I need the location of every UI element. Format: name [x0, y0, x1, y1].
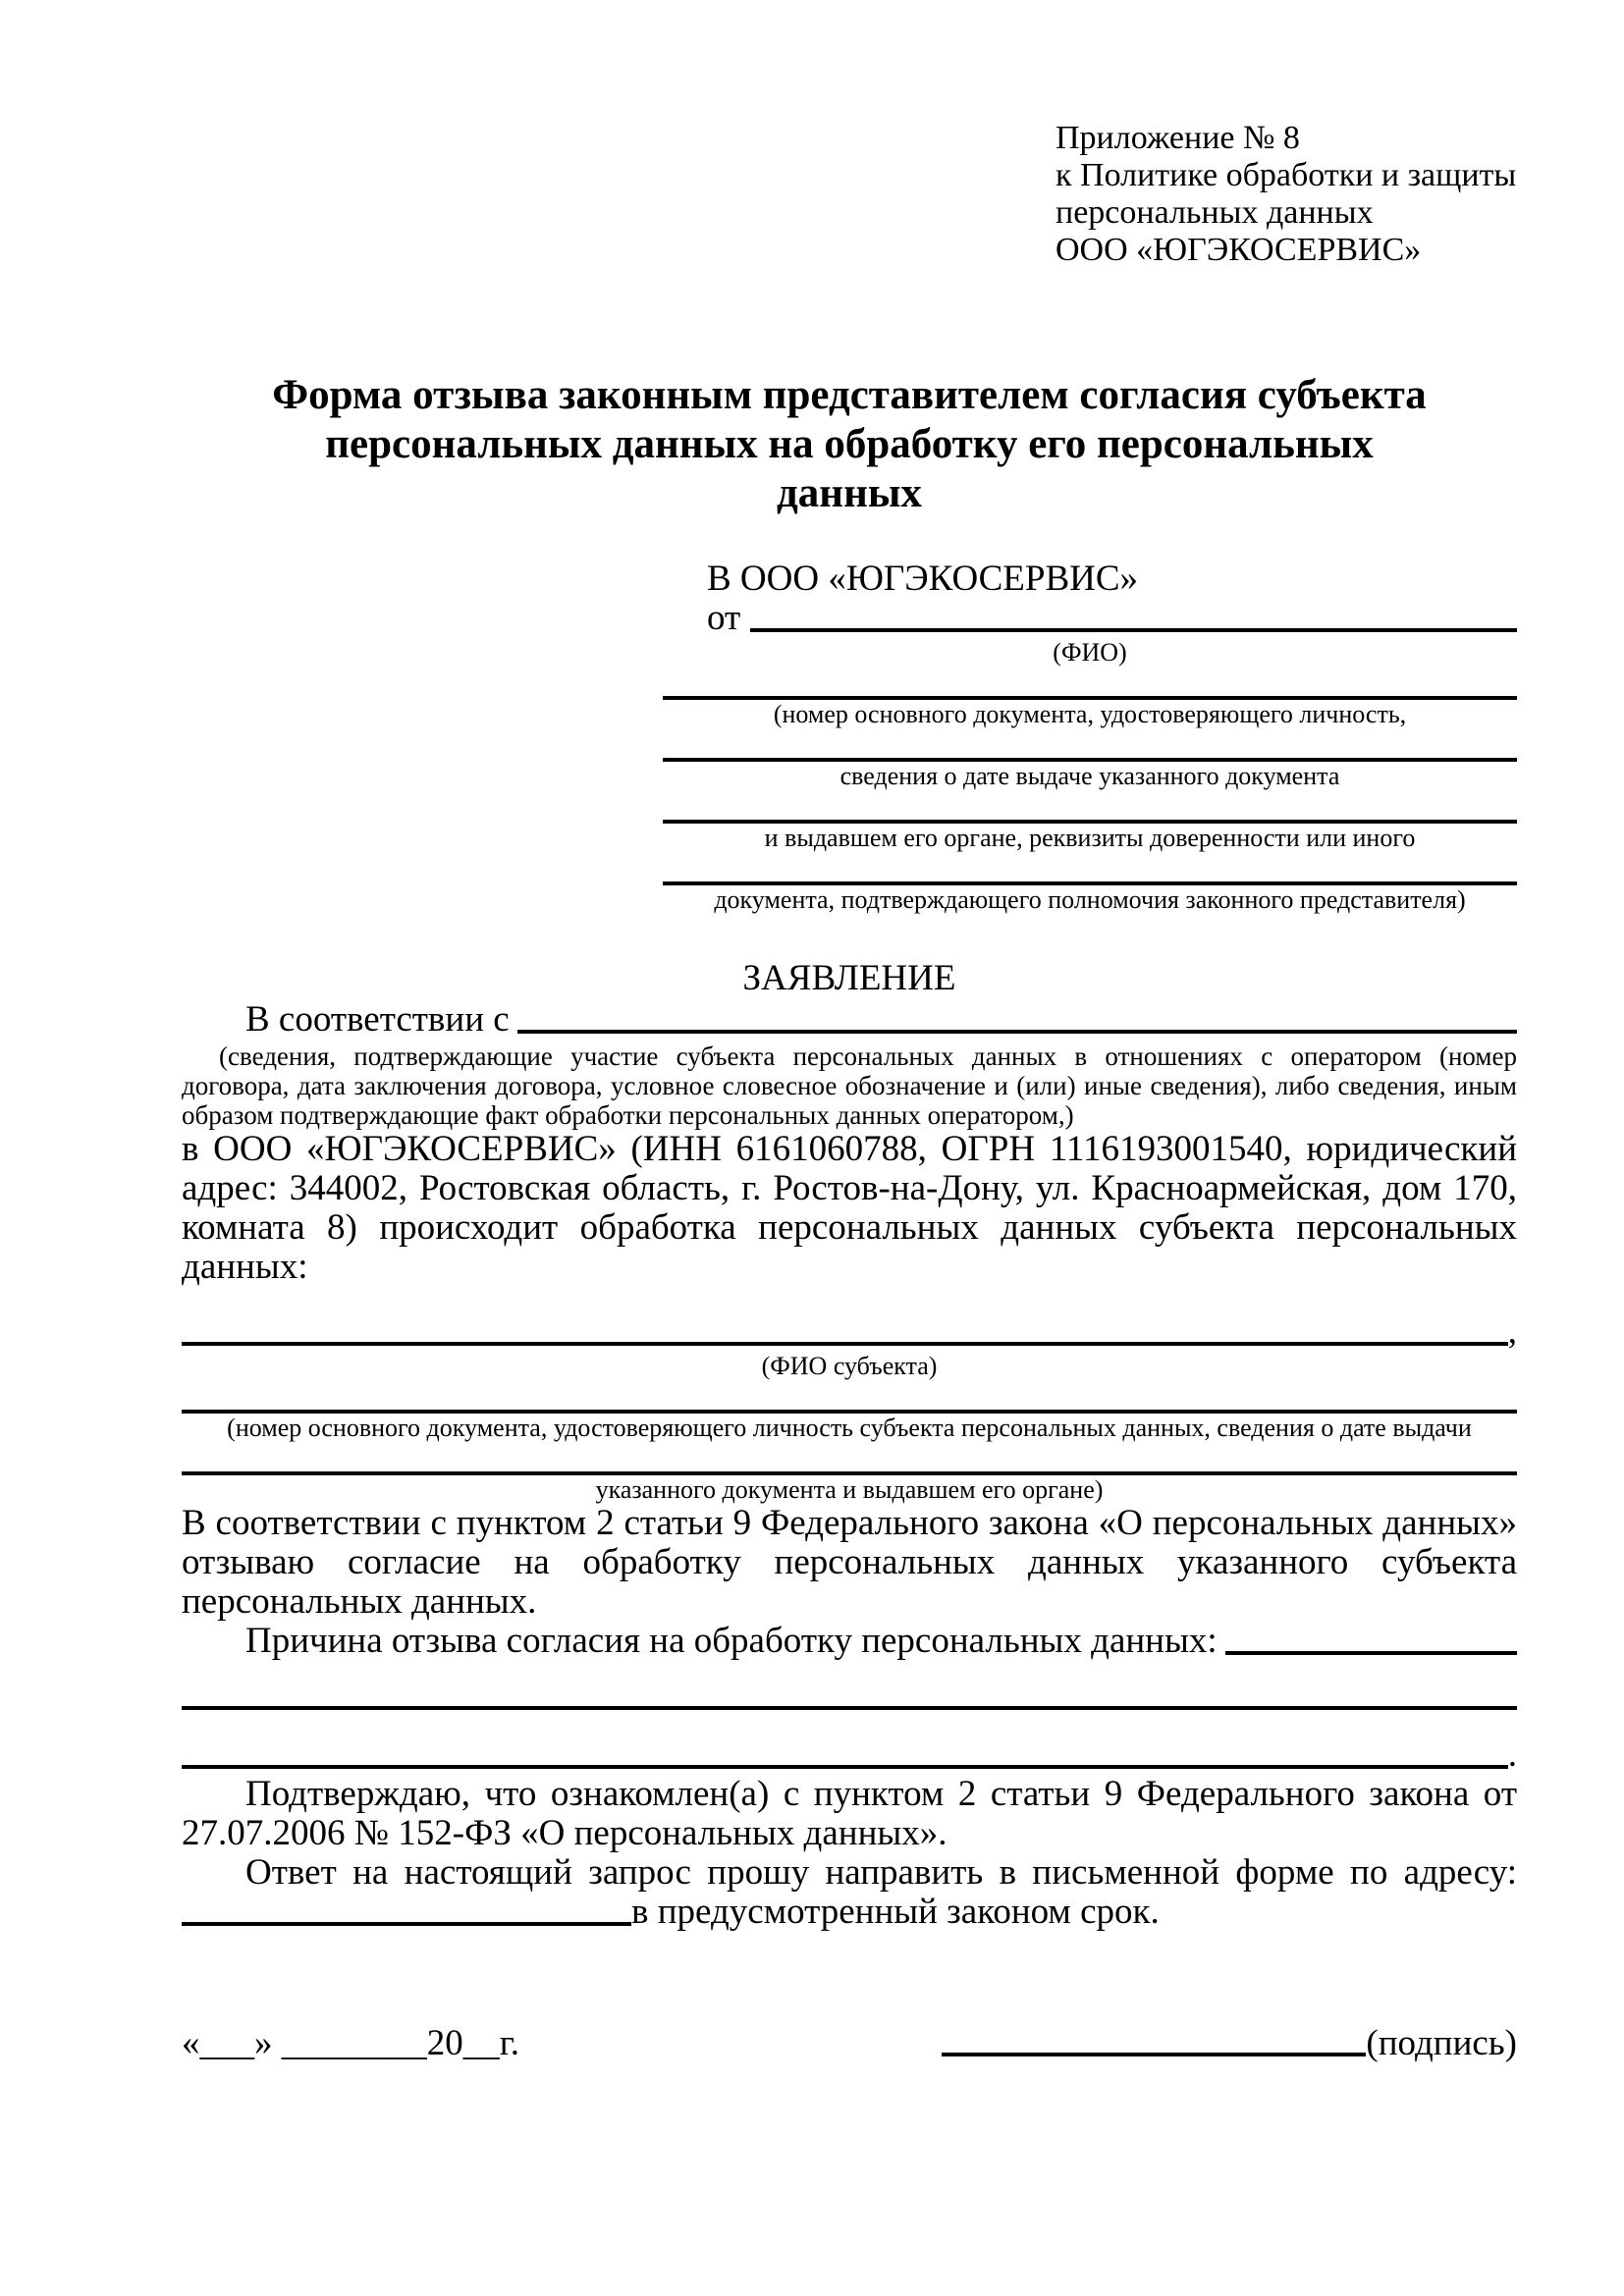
withdrawal-paragraph: В соответствии с пунктом 2 статьи 9 Федерального закона «О персональных данных» отзываю согласие на обработку персональных данных указанного субъекта персональных данных. [182, 1503, 1517, 1622]
annex-note-line-1: Приложение № 8 [1056, 120, 1300, 156]
fio-caption: (ФИО) [1053, 638, 1127, 667]
from-label: от [707, 598, 741, 638]
reason-label: Причина отзыва согласия на обработку персональных данных: [245, 1621, 1218, 1661]
addressee-block [663, 560, 1517, 914]
signature-blank-line [942, 2053, 1366, 2056]
signature-row [182, 2024, 1517, 2063]
doc-number-caption: (номер основного документа, удостоверяющего личность, [773, 700, 1407, 728]
annex-note [1056, 120, 1517, 269]
subject-doc-caption-1: (номер основного документа, удостоверяющего личность субъекта персональных данных, сведения о дате выдачи [227, 1414, 1472, 1442]
operator-paragraph: в ООО «ЮГЭКОСЕРВИС» (ИНН 6161060788, ОГРН 1116193001540, юридический адрес: 344002, Ростовская область, г. Ростов-на-Дону, ул. Красноармейская, дом 170, комната 8) происходит обработка персональных данных субъекта персональных данных: [182, 1129, 1517, 1287]
subject-fio-row [182, 1312, 1517, 1352]
addressee-to: В ООО «ЮГЭКОСЕРВИС» [707, 559, 1139, 599]
doc-authority-caption: и выдавшем его органе, реквизиты доверенности или иного [764, 824, 1416, 852]
accordance-blank-line [517, 1030, 1517, 1034]
accordance-row [182, 1000, 1517, 1040]
doc-issue-date-caption: сведения о дате выдаче указанного документа [839, 762, 1340, 790]
reason-blank-suffix: . [1507, 1735, 1517, 1775]
accordance-footnote: (сведения, подтверждающие участие субъекта персональных данных в отношениях с оператором (номер договора, дата заключения договора, условное словесное обозначение и (или) иные сведения), либо сведения, иным образом подтверждающие факт обработки персональных данных оператором,) [182, 1041, 1517, 1130]
reply-paragraph-suffix: в предусмотренный законом срок. [631, 1892, 1160, 1932]
annex-note-line-3: персональных данных [1056, 194, 1374, 231]
reason-extra-blank-line-1 [182, 1706, 1517, 1710]
reason-extra-blank-row [182, 1735, 1517, 1775]
annex-note-line-2: к Политике обработки и защиты [1056, 157, 1517, 193]
addressee-from-row [663, 599, 1517, 638]
annex-note-line-4: ООО «ЮГЭКОСЕРВИС» [1056, 232, 1422, 268]
accordance-label: В соответствии с [245, 999, 510, 1040]
reply-paragraph-line-1: Ответ на настоящий запрос прошу направить в письменной форме по адресу: [245, 1852, 1517, 1893]
date-blank: «___» ________20__г. [182, 2023, 520, 2063]
reply-address-row [182, 1893, 1517, 1932]
subject-fio-caption: (ФИО субъекта) [761, 1352, 938, 1380]
subject-fio-blank-line [182, 1342, 1508, 1346]
statement-heading: ЗАЯВЛЕНИЕ [742, 958, 956, 998]
signature-area [942, 2024, 1517, 2063]
page-title: Форма отзыва законным представителем согласия субъекта персональных данных на обработку его персональных данных [272, 372, 1427, 516]
fio-blank-line [750, 628, 1517, 632]
reason-extra-blank-line-2 [182, 1765, 1508, 1769]
confirm-paragraph: Подтверждаю, что ознакомлен(а) с пунктом 2 статьи 9 Федерального закона от 27.07.2006 № 152-ФЗ «О персональных данных». [182, 1774, 1517, 1853]
doc-powers-caption: документа, подтверждающего полномочия законного представителя) [714, 885, 1466, 914]
signature-caption: (подпись) [1366, 2023, 1517, 2063]
reason-blank-line [1225, 1651, 1517, 1655]
subject-fio-suffix: , [1507, 1311, 1517, 1352]
subject-doc-caption-2: указанного документа и выдавшем его органе) [595, 1475, 1104, 1504]
reason-row [182, 1622, 1517, 1661]
reply-address-blank-line [182, 1922, 631, 1926]
